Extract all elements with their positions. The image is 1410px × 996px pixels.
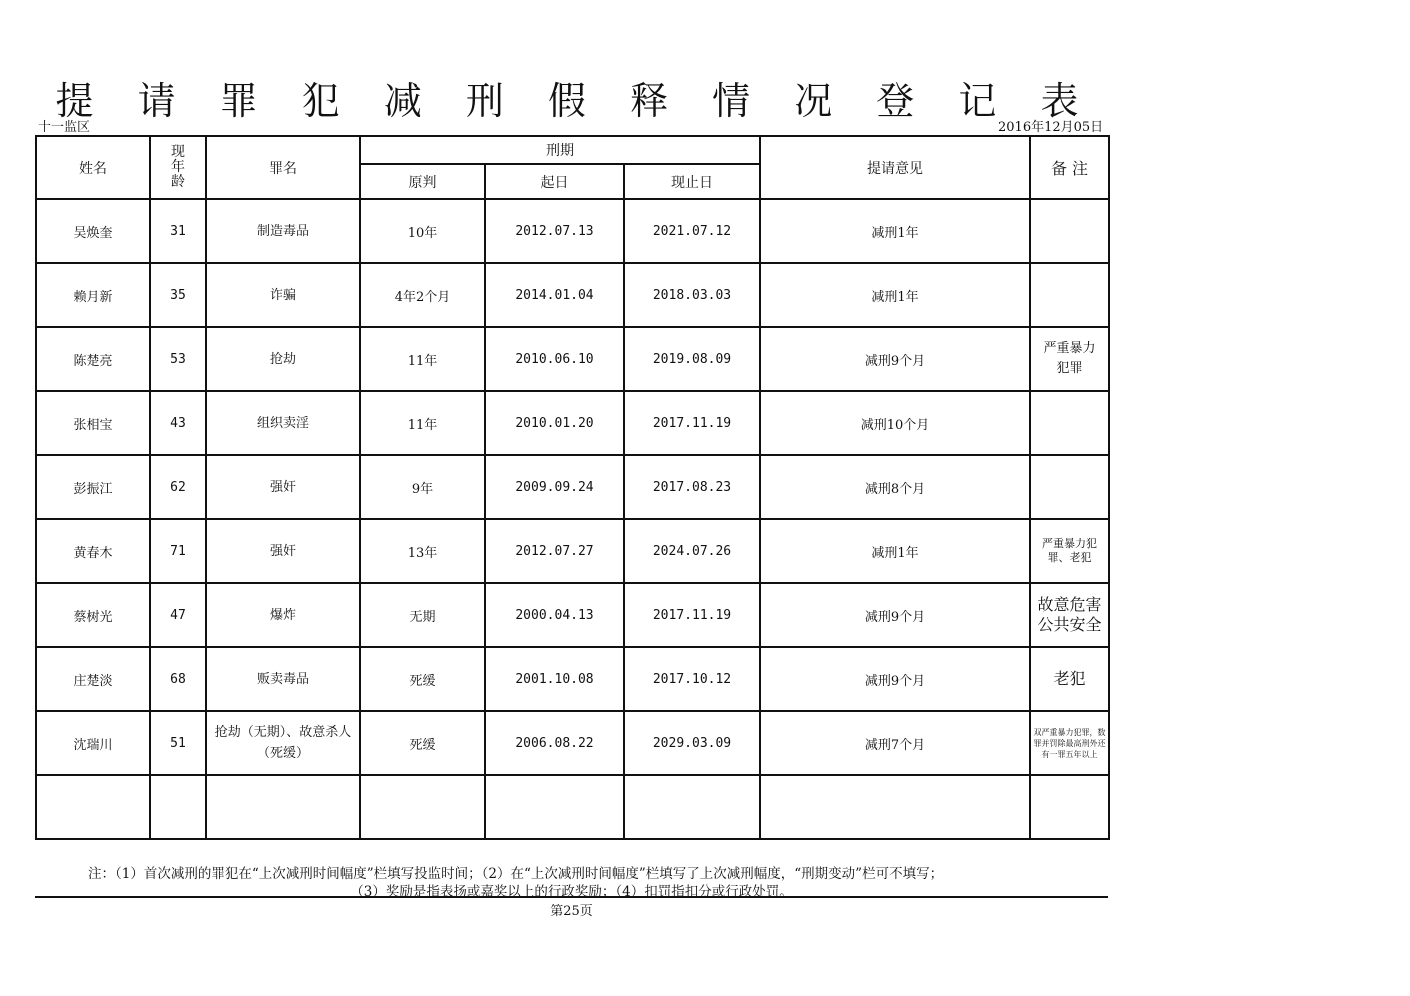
header-remark: 备 注 [1030, 136, 1109, 199]
cell-name: 庄楚淡 [36, 647, 150, 711]
remark-text: 严重暴力犯罪 [1043, 341, 1096, 376]
header-term: 刑期 [360, 136, 760, 164]
cell-end: 2017.10.12 [624, 647, 760, 711]
footnote-line-2: （3）奖励是指表扬或嘉奖以上的行政奖励；（4）扣罚指扣分或行政处罚。 [350, 884, 793, 900]
header-start: 起日 [485, 164, 624, 199]
cell-end: 2024.07.26 [624, 519, 760, 583]
cell-remark [1030, 455, 1109, 519]
cell-remark [1030, 519, 1109, 583]
prison-unit: 十一监区 [38, 120, 91, 135]
registration-table [35, 135, 1110, 840]
cell-start: 2006.08.22 [485, 711, 624, 775]
cell-opinion: 减刑9个月 [760, 647, 1030, 711]
cell-opinion: 减刑1年 [760, 263, 1030, 327]
cell-crime [206, 711, 360, 775]
cell-name: 陈楚亮 [36, 327, 150, 391]
cell-end: 2017.11.19 [624, 391, 760, 455]
cell-original: 4年2个月 [360, 263, 485, 327]
cell-original: 9年 [360, 455, 485, 519]
cell-remark [1030, 583, 1109, 647]
cell-end: 2018.03.03 [624, 263, 760, 327]
table-row [36, 647, 1109, 711]
cell-start: 2014.01.04 [485, 263, 624, 327]
cell-crime: 强奸 [206, 519, 360, 583]
cell-original: 13年 [360, 519, 485, 583]
cell-opinion: 减刑10个月 [760, 391, 1030, 455]
header-crime: 罪名 [206, 136, 360, 199]
cell-name: 赖月新 [36, 263, 150, 327]
cell-age: 62 [150, 455, 206, 519]
cell-opinion: 减刑1年 [760, 519, 1030, 583]
cell-name: 黄春木 [36, 519, 150, 583]
remark-text: 严重暴力犯罪、老犯 [1042, 537, 1097, 564]
cell-age: 43 [150, 391, 206, 455]
cell-crime: 制造毒品 [206, 199, 360, 263]
cell-opinion: 减刑7个月 [760, 711, 1030, 775]
cell-original: 10年 [360, 199, 485, 263]
cell-name: 吴焕奎 [36, 199, 150, 263]
cell-opinion: 减刑9个月 [760, 327, 1030, 391]
table-row [36, 199, 1109, 263]
cell-name [36, 775, 150, 839]
cell-name: 蔡树光 [36, 583, 150, 647]
cell-end: 2021.07.12 [624, 199, 760, 263]
cell-age: 47 [150, 583, 206, 647]
footer-divider [35, 896, 1108, 898]
cell-remark [1030, 327, 1109, 391]
cell-remark [1030, 711, 1109, 775]
cell-start: 2001.10.08 [485, 647, 624, 711]
cell-name: 张相宝 [36, 391, 150, 455]
cell-age: 35 [150, 263, 206, 327]
cell-remark [1030, 391, 1109, 455]
cell-age: 68 [150, 647, 206, 711]
header-original: 原判 [360, 164, 485, 199]
cell-crime: 强奸 [206, 455, 360, 519]
cell-remark [1030, 199, 1109, 263]
cell-start: 2012.07.27 [485, 519, 624, 583]
cell-start: 2012.07.13 [485, 199, 624, 263]
cell-age: 31 [150, 199, 206, 263]
cell-opinion [760, 775, 1030, 839]
cell-start: 2009.09.24 [485, 455, 624, 519]
table-row [36, 775, 1109, 839]
table-row [36, 327, 1109, 391]
header-end: 现止日 [624, 164, 760, 199]
cell-crime: 爆炸 [206, 583, 360, 647]
cell-end: 2017.08.23 [624, 455, 760, 519]
table-row [36, 391, 1109, 455]
cell-start: 2010.01.20 [485, 391, 624, 455]
cell-remark [1030, 263, 1109, 327]
cell-crime [206, 775, 360, 839]
cell-age: 51 [150, 711, 206, 775]
cell-original [360, 775, 485, 839]
cell-crime: 组织卖淫 [206, 391, 360, 455]
cell-opinion: 减刑8个月 [760, 455, 1030, 519]
cell-age: 71 [150, 519, 206, 583]
cell-opinion: 减刑9个月 [760, 583, 1030, 647]
header-age-text: 现年龄 [171, 144, 185, 190]
cell-original: 无期 [360, 583, 485, 647]
page-number: 第25页 [550, 904, 593, 919]
table-row [36, 263, 1109, 327]
cell-start: 2010.06.10 [485, 327, 624, 391]
cell-start [485, 775, 624, 839]
cell-original: 11年 [360, 327, 485, 391]
table-row [36, 455, 1109, 519]
cell-name: 彭振江 [36, 455, 150, 519]
cell-crime: 抢劫 [206, 327, 360, 391]
cell-crime: 贩卖毒品 [206, 647, 360, 711]
table-row [36, 711, 1109, 775]
cell-end [624, 775, 760, 839]
header-opinion: 提请意见 [760, 136, 1030, 199]
form-title: 提 请 罪 犯 减 刑 假 释 情 况 登 记 表 [55, 79, 1095, 123]
cell-end: 2029.03.09 [624, 711, 760, 775]
table-row [36, 519, 1109, 583]
footnote-line-1: 注：（1）首次减刑的罪犯在“上次减刑时间幅度”栏填写投监时间；（2）在“上次减刑时间幅度”栏填写了上次减刑幅度，“刑期变动”栏可不填写； [88, 866, 944, 882]
remark-text: 故意危害公共安全 [1037, 595, 1102, 634]
cell-name: 沈瑞川 [36, 711, 150, 775]
cell-crime: 诈骗 [206, 263, 360, 327]
cell-original: 11年 [360, 391, 485, 455]
cell-remark: 老犯 [1030, 647, 1109, 711]
cell-end: 2017.11.19 [624, 583, 760, 647]
header-name: 姓名 [36, 136, 150, 199]
cell-remark [1030, 775, 1109, 839]
cell-original: 死缓 [360, 647, 485, 711]
cell-opinion: 减刑1年 [760, 199, 1030, 263]
cell-original: 死缓 [360, 711, 485, 775]
crime-text: 抢劫（无期）、故意杀人（死缓） [214, 725, 352, 761]
cell-end: 2019.08.09 [624, 327, 760, 391]
cell-age: 53 [150, 327, 206, 391]
header-age [150, 136, 206, 199]
cell-age [150, 775, 206, 839]
cell-start: 2000.04.13 [485, 583, 624, 647]
remark-text: 双严重暴力犯罪，数罪并罚除最高刑外还有一罪五年以上 [1033, 727, 1106, 759]
form-date: 2016年12月05日 [998, 120, 1104, 135]
table-row [36, 583, 1109, 647]
